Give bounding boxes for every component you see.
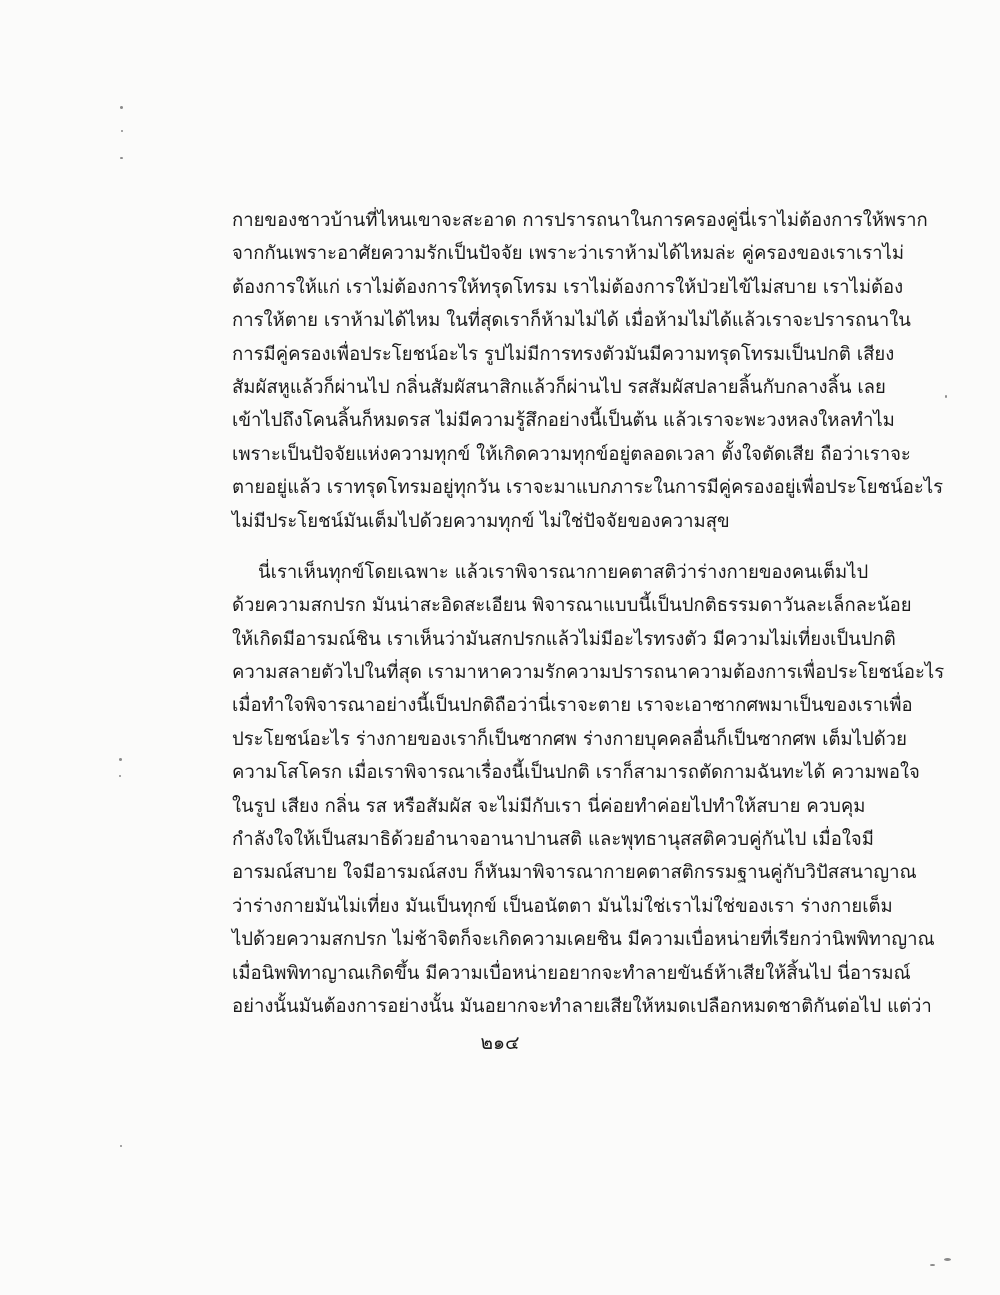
scan-speck [120, 157, 123, 159]
text-line: ต้องการให้แก่ เราไม่ต้องการให้ทรุดโทรม เราไม่ต้องการให้ป่วยไข้ไม่สบาย เราไม่ต้อง [232, 276, 904, 298]
text-line: สัมผัสหูแล้วก็ผ่านไป กลิ่นสัมผัสนาสิกแล้วก็ผ่านไป รสสัมผัสปลายลิ้นกับกลางลิ้น เลย [232, 376, 886, 398]
scan-speck [945, 395, 947, 398]
text-line: ด้วยความสกปรก มันน่าสะอิดสะเอียน พิจารณาแบบนี้เป็นปกติธรรมดาวันละเล็กละน้อย [232, 595, 912, 617]
scan-speck [120, 1145, 122, 1147]
paragraph-2 [232, 556, 945, 1023]
text-line: ตายอยู่แล้ว เราทรุดโทรมอยู่ทุกวัน เราจะมาแบกภาระในการมีคู่ครองอยู่เพื่อประโยชน์อะไร [232, 477, 944, 499]
scan-speck [930, 1264, 935, 1266]
text-line: เข้าไปถึงโคนลิ้นก็หมดรส ไม่มีความรู้สึกอย่างนี้เป็นต้น แล้วเราจะพะวงหลงใหลทำไม [232, 410, 895, 432]
text-line: ประโยชน์อะไร ร่างกายของเราก็เป็นซากศพ ร่างกายบุคคลอื่นก็เป็นซากศพ เต็มไปด้วย [232, 728, 907, 750]
text-line: ให้เกิดมีอารมณ์ชิน เราเห็นว่ามันสกปรกแล้วไม่มีอะไรทรงตัว มีความไม่เที่ยงเป็นปกติ [232, 628, 896, 650]
text-line: เมื่อทำใจพิจารณาอย่างนี้เป็นปกติถือว่านี่เราจะตาย เราจะเอาซากศพมาเป็นของเราเพื่อ [232, 695, 913, 717]
text-line: ว่าร่างกายมันไม่เที่ยง มันเป็นทุกข์ เป็นอนัตตา มันไม่ใช่เราไม่ใช่ของเรา ร่างกายเต็ม [232, 895, 893, 917]
scan-speck [119, 758, 122, 761]
text-line: ไปด้วยความสกปรก ไม่ช้าจิตก็จะเกิดความเคยชิน มีความเบื่อหน่ายที่เรียกว่านิพพิทาญาณ [232, 929, 935, 951]
page-number: ๒๑๔ [480, 1032, 520, 1054]
text-line: อย่างนั้นมันต้องการอย่างนั้น มันอยากจะทำลายเสียให้หมดเปลือกหมดชาติกันต่อไป แต่ว่า [232, 995, 932, 1017]
text-line: การให้ตาย เราห้ามได้ไหม ในที่สุดเราก็ห้ามไม่ได้ เมื่อห้ามไม่ได้แล้วเราจะปรารถนาใน [232, 310, 911, 332]
text-line: การมีคู่ครองเพื่อประโยชน์อะไร รูปไม่มีการทรงตัวมันมีความทรุดโทรมเป็นปกติ เสียง [232, 343, 895, 365]
text-line: จากกันเพราะอาศัยความรักเป็นปัจจัย เพราะว่าเราห้ามได้ไหมล่ะ คู่ครองของเราเราไม่ [232, 243, 905, 265]
scan-speck [944, 1258, 951, 1261]
scan-speck [120, 106, 123, 109]
text-line: กายของชาวบ้านที่ไหนเขาจะสะอาด การปรารถนาในการครองคู่นี่เราไม่ต้องการให้พราก [232, 210, 928, 231]
text-line: ในรูป เสียง กลิ่น รส หรือสัมผัส จะไม่มีกับเรา นี่ค่อยทำค่อยไปทำให้สบาย ควบคุม [232, 795, 866, 817]
scan-speck [119, 775, 121, 777]
scan-speck [121, 130, 123, 132]
text-line: เมื่อนิพพิทาญาณเกิดขึ้น มีความเบื่อหน่ายอยากจะทำลายขันธ์ห้าเสียให้สิ้นไป นี่อารมณ์ [232, 962, 911, 984]
text-line: อารมณ์สบาย ใจมีอารมณ์สงบ ก็หันมาพิจารณากายคตาสติกรรมฐานคู่กับวิปัสสนาญาณ [232, 862, 917, 884]
paragraph-spacer [232, 538, 838, 556]
paragraph-1 [232, 204, 944, 538]
text-line: ความสลายตัวไปในที่สุด เรามาหาความรักความปรารถนาความต้องการเพื่อประโยชน์อะไร [232, 662, 945, 684]
text-line: นี่เราเห็นทุกข์โดยเฉพาะ แล้วเราพิจารณากายคตาสติว่าร่างกายของคนเต็มไป [258, 561, 869, 583]
text-line: เพราะเป็นปัจจัยแห่งความทุกข์ ให้เกิดความทุกข์อยู่ตลอดเวลา ตั้งใจตัดเสีย ถือว่าเราจะ [232, 443, 911, 465]
text-line: ไม่มีประโยชน์มันเต็มไปด้วยความทุกข์ ไม่ใช่ปัจจัยของความสุข [232, 510, 730, 532]
text-line: กำลังใจให้เป็นสมาธิด้วยอำนาจอานาปานสติ และพุทธานุสสติควบคู่กันไป เมื่อใจมี [232, 829, 874, 851]
body-text [232, 204, 945, 1023]
text-line: ความโสโครก เมื่อเราพิจารณาเรื่องนี้เป็นปกติ เราก็สามารถตัดกามฉันทะได้ ความพอใจ [232, 762, 920, 784]
